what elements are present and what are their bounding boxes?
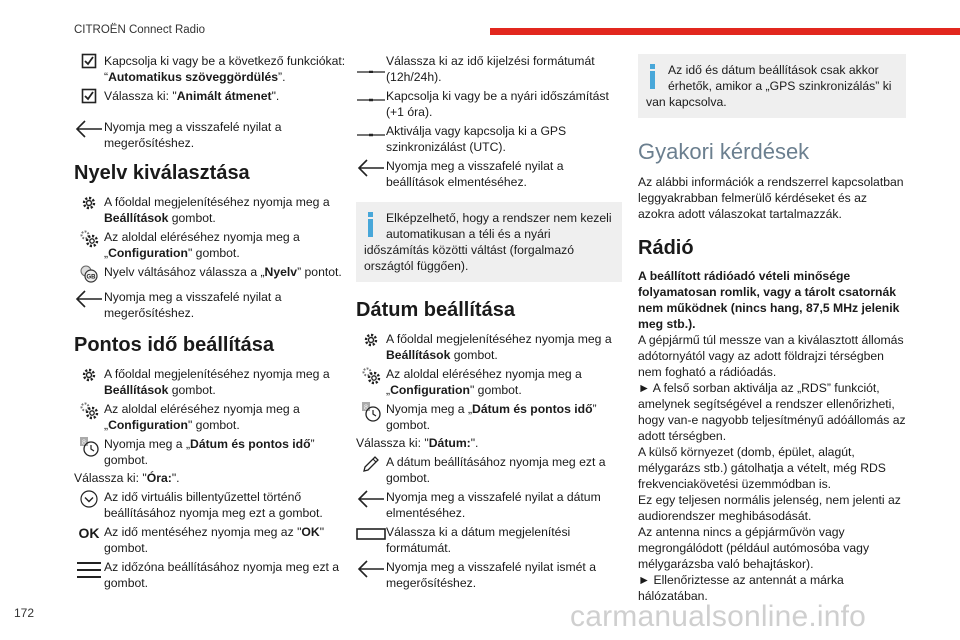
menu-lines-icon <box>74 558 104 581</box>
list-item: Nyomja meg a visszafelé nyilat a megerősítéshez. <box>74 118 346 151</box>
list-item: Az időzóna beállításához nyomja meg ezt a gombot. <box>74 558 346 591</box>
back-arrow-icon <box>74 288 104 311</box>
list-item: Válassza ki az idő kijelzési formátumát (12h/24h). <box>356 52 622 85</box>
chevron-down-circle-icon <box>74 488 104 511</box>
gear-icon <box>74 193 104 216</box>
header-title: CITROËN Connect Radio <box>74 24 206 36</box>
section-heading-time: Pontos idő beállítása <box>74 334 275 356</box>
list-item: 8 Nyomja meg a „Dátum és pontos idő” gombot. <box>74 435 346 468</box>
section-heading-date: Dátum beállítása <box>356 299 515 321</box>
icon-digit: 8 <box>364 404 368 412</box>
flag-label: GB <box>86 274 96 281</box>
back-arrow-icon <box>356 558 386 581</box>
double-gear-icon <box>74 400 104 423</box>
paragraph: Az antenna nincs a gépjárművön vagy megrongálódott (például autómosóba vagy mélygarázsba való behajtáskor). <box>638 525 870 571</box>
clock-date-icon <box>356 400 386 423</box>
toggle-line-icon <box>356 122 386 145</box>
list-item: GB Nyelv váltásához válassza a „Nyelv” pontot. <box>74 263 346 286</box>
column-middle <box>356 52 622 593</box>
language-flag-icon <box>74 263 104 286</box>
list-item: Válassza ki: "Animált átmenet". <box>74 87 346 110</box>
gear-icon <box>74 365 104 388</box>
list-item: Nyomja meg a visszafelé nyilat ismét a megerősítéshez. <box>356 558 622 591</box>
double-gear-icon <box>356 365 386 388</box>
list-item: OK Az idő mentéséhez nyomja meg az "OK" gombot. <box>74 523 346 556</box>
watermark: carmanualsonline.info <box>570 600 867 633</box>
select-instruction: Válassza ki: "Dátum:". <box>356 436 479 450</box>
info-icon <box>646 64 660 90</box>
list-item: Az aloldal eléréséhez nyomja meg a „Configuration" gombot. <box>74 400 346 433</box>
toggle-line-icon <box>356 87 386 110</box>
radio-heading: Rádió <box>638 237 694 259</box>
info-icon <box>364 212 378 238</box>
clock-date-icon <box>74 435 104 458</box>
column-left <box>74 52 346 593</box>
faq-heading: Gyakori kérdések <box>638 139 810 164</box>
info-box: Elképzelhető, hogy a rendszer nem kezeli automatikusan a téli és a nyári időszámítás közötti váltást (forgalmazó országtól függően). <box>356 202 622 282</box>
list-item: Nyomja meg a visszafelé nyilat a beállítások elmentéséhez. <box>356 157 622 190</box>
back-arrow-icon <box>356 488 386 511</box>
select-instruction: Válassza ki: "Óra:". <box>74 471 180 485</box>
icon-digit: 8 <box>82 439 86 447</box>
ok-icon: OK <box>78 525 100 541</box>
list-item: 8 Nyomja meg a „Dátum és pontos idő” gombot. <box>356 400 622 433</box>
paragraph: A gépjármű túl messze van a kiválasztott állomás adótornyától vagy az adott földrajzi térségben nem fogható a rádióadás. <box>638 333 904 379</box>
checkbox-icon <box>74 87 104 110</box>
header-red-bar <box>490 28 960 35</box>
page-number: 172 <box>14 606 35 620</box>
list-item: Válassza ki a dátum megjelenítési formátumát. <box>356 523 622 556</box>
column-right <box>638 52 906 604</box>
list-item: Az aloldal eléréséhez nyomja meg a „Configuration" gombot. <box>356 365 622 398</box>
paragraph: ► Ellenőriztesse az antennát a márka hálózatában. <box>638 573 844 603</box>
section-heading-language: Nyelv kiválasztása <box>74 162 250 184</box>
format-field-icon <box>356 523 386 546</box>
list-item: Az aloldal eléréséhez nyomja meg a „Configuration" gombot. <box>74 228 346 261</box>
radio-question: A beállított rádióadó vételi minősége folyamatosan romlik, vagy a tárolt csatornák nem működnek (nincs hang, 87,5 MHz jelenik meg stb.). <box>638 269 900 331</box>
paragraph: A külső környezet (domb, épület, alagút, mélygarázs stb.) gátolhatja a vételt, még RDS frekvenciakövetési üzemmódban is. <box>638 445 886 491</box>
toggle-line-icon <box>356 52 386 75</box>
back-arrow-icon <box>74 118 104 141</box>
list-item: Kapcsolja ki vagy be a nyári időszámítást (+1 óra). <box>356 87 622 120</box>
list-item: A dátum beállításához nyomja meg ezt a gombot. <box>356 453 622 486</box>
list-item: Az idő virtuális billentyűzettel történő beállításához nyomja meg ezt a gombot. <box>74 488 346 521</box>
list-item: Kapcsolja ki vagy be a következő funkciókat: “Automatikus szöveggördülés”. <box>74 52 346 85</box>
list-item: Nyomja meg a visszafelé nyilat a dátum elmentéséhez. <box>356 488 622 521</box>
pencil-icon <box>356 453 386 476</box>
list-item: Nyomja meg a visszafelé nyilat a megerősítéshez. <box>74 288 346 321</box>
list-item: Aktiválja vagy kapcsolja ki a GPS szinkronizálást (UTC). <box>356 122 622 155</box>
info-box: Az idő és dátum beállítások csak akkor érhetők, amikor a „GPS szinkronizálás” ki van kapcsolva. <box>638 54 906 118</box>
checkbox-icon <box>74 52 104 75</box>
list-item: A főoldal megjelenítéséhez nyomja meg a Beállítások gombot. <box>74 193 346 226</box>
list-item: A főoldal megjelenítéséhez nyomja meg a Beállítások gombot. <box>356 330 622 363</box>
faq-intro: Az alábbi információk a rendszerrel kapcsolatban leggyakrabban felmerülő kérdéseket és az azokra adott válaszokat tartalmazzák. <box>638 175 904 221</box>
paragraph: Ez egy teljesen normális jelenség, nem jelenti az audiorendszer meghibásodását. <box>638 493 901 523</box>
back-arrow-icon <box>356 157 386 180</box>
paragraph: ► A felső sorban aktiválja az „RDS” funkciót, amelynek segítségével a rendszer ellenőrizheti, hogy van-e nagyobb teljesítményű adóállomás az adott térségben. <box>638 381 906 443</box>
double-gear-icon <box>74 228 104 251</box>
list-item: A főoldal megjelenítéséhez nyomja meg a Beállítások gombot. <box>74 365 346 398</box>
gear-icon <box>356 330 386 353</box>
